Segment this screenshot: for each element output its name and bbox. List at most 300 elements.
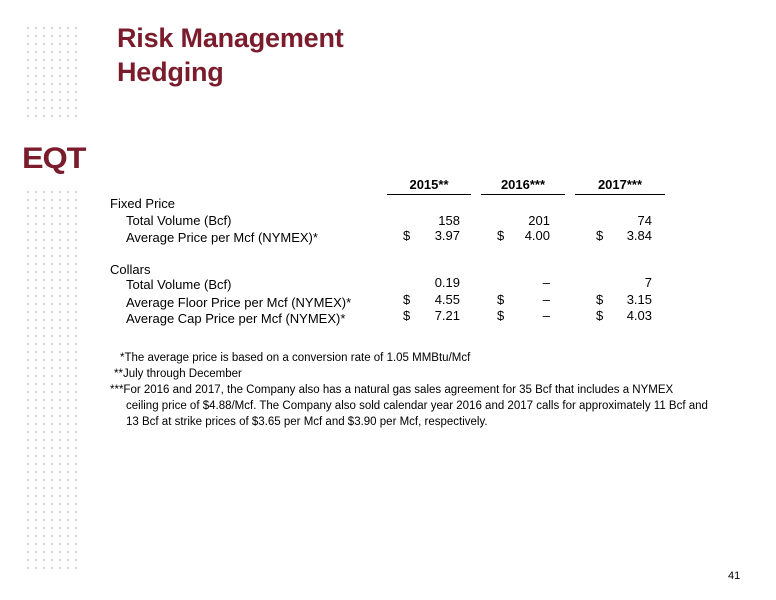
page-number: 41 bbox=[728, 570, 741, 582]
decorative-dot bbox=[43, 471, 45, 473]
decorative-dot bbox=[51, 455, 53, 457]
decorative-dot bbox=[43, 223, 45, 225]
decorative-dot bbox=[27, 51, 29, 53]
decorative-dot bbox=[27, 535, 29, 537]
decorative-dot bbox=[27, 343, 29, 345]
decorative-dot bbox=[27, 67, 29, 69]
decorative-dot bbox=[59, 439, 61, 441]
decorative-dot bbox=[27, 287, 29, 289]
currency-cap-price-2016: $ bbox=[497, 308, 505, 323]
decorative-dot bbox=[59, 207, 61, 209]
decorative-dot bbox=[67, 359, 69, 361]
decorative-dot bbox=[51, 447, 53, 449]
decorative-dot bbox=[51, 35, 53, 37]
decorative-dot bbox=[59, 67, 61, 69]
decorative-dot bbox=[59, 535, 61, 537]
currency-cap-price-2017: $ bbox=[596, 308, 604, 323]
decorative-dot bbox=[35, 527, 37, 529]
decorative-dot bbox=[51, 59, 53, 61]
decorative-dot bbox=[43, 287, 45, 289]
decorative-dot bbox=[51, 503, 53, 505]
cell-collars-volume-2015: 0.19 bbox=[434, 275, 460, 290]
decorative-dot bbox=[27, 479, 29, 481]
decorative-dot bbox=[43, 391, 45, 393]
decorative-dot bbox=[27, 279, 29, 281]
decorative-dot bbox=[75, 319, 77, 321]
decorative-dot bbox=[27, 527, 29, 529]
decorative-dot bbox=[35, 543, 37, 545]
decorative-dot bbox=[27, 215, 29, 217]
decorative-dot bbox=[43, 319, 45, 321]
decorative-dot bbox=[35, 343, 37, 345]
decorative-dot bbox=[27, 543, 29, 545]
decorative-dot bbox=[35, 279, 37, 281]
decorative-dot bbox=[35, 303, 37, 305]
decorative-dot bbox=[27, 423, 29, 425]
cell-fixed-volume-2016: 201 bbox=[528, 213, 550, 228]
decorative-dot bbox=[67, 375, 69, 377]
decorative-dot bbox=[75, 431, 77, 433]
decorative-dot bbox=[43, 295, 45, 297]
decorative-dot bbox=[51, 43, 53, 45]
decorative-dot bbox=[67, 27, 69, 29]
decorative-dot bbox=[27, 519, 29, 521]
decorative-dot bbox=[27, 455, 29, 457]
decorative-dot bbox=[59, 215, 61, 217]
decorative-dot bbox=[51, 551, 53, 553]
decorative-dot bbox=[43, 59, 45, 61]
decorative-dot bbox=[59, 479, 61, 481]
decorative-dot bbox=[67, 255, 69, 257]
decorative-dot bbox=[75, 383, 77, 385]
decorative-dot bbox=[35, 263, 37, 265]
decorative-dot bbox=[59, 279, 61, 281]
decorative-dot bbox=[75, 67, 77, 69]
decorative-dot bbox=[51, 423, 53, 425]
decorative-dot bbox=[75, 335, 77, 337]
decorative-dot bbox=[27, 327, 29, 329]
decorative-dot bbox=[35, 503, 37, 505]
decorative-dot bbox=[27, 359, 29, 361]
decorative-dot bbox=[75, 471, 77, 473]
decorative-dot bbox=[67, 263, 69, 265]
decorative-dot bbox=[43, 199, 45, 201]
decorative-dot bbox=[75, 535, 77, 537]
decorative-dot bbox=[35, 463, 37, 465]
decorative-dot bbox=[35, 255, 37, 257]
row-label-collars-cap-price: Average Cap Price per Mcf (NYMEX)* bbox=[126, 311, 346, 326]
decorative-dot bbox=[35, 399, 37, 401]
decorative-dot bbox=[43, 519, 45, 521]
decorative-dot bbox=[35, 75, 37, 77]
decorative-dot bbox=[75, 391, 77, 393]
decorative-dot bbox=[35, 115, 37, 117]
decorative-dot bbox=[75, 455, 77, 457]
decorative-dot bbox=[43, 247, 45, 249]
decorative-dot bbox=[51, 67, 53, 69]
cell-fixed-volume-2015: 158 bbox=[438, 213, 460, 228]
row-label-collars-total-volume: Total Volume (Bcf) bbox=[126, 277, 232, 292]
column-header-2015: 2015** bbox=[387, 176, 471, 195]
decorative-dot bbox=[51, 223, 53, 225]
decorative-dot bbox=[75, 99, 77, 101]
decorative-dot bbox=[35, 335, 37, 337]
decorative-dot bbox=[67, 439, 69, 441]
decorative-dot bbox=[75, 479, 77, 481]
decorative-dot bbox=[27, 99, 29, 101]
decorative-dot bbox=[43, 263, 45, 265]
decorative-dot bbox=[27, 319, 29, 321]
decorative-dot bbox=[75, 375, 77, 377]
decorative-dot bbox=[75, 295, 77, 297]
decorative-dot bbox=[43, 551, 45, 553]
footnote-sales-agreement-line2: ceiling price of $4.88/Mcf. The Company also sold calendar year 2016 and 2017 calls for approximately 11 Bcf and bbox=[126, 400, 708, 412]
decorative-dot bbox=[51, 391, 53, 393]
decorative-dot bbox=[27, 399, 29, 401]
decorative-dot bbox=[35, 431, 37, 433]
decorative-dot bbox=[67, 495, 69, 497]
decorative-dot bbox=[51, 191, 53, 193]
decorative-dot bbox=[75, 311, 77, 313]
decorative-dot bbox=[67, 535, 69, 537]
decorative-dot bbox=[35, 351, 37, 353]
decorative-dot bbox=[27, 191, 29, 193]
decorative-dot bbox=[43, 431, 45, 433]
cell-cap-price-2017: 4.03 bbox=[626, 308, 652, 323]
cell-floor-price-2015: 4.55 bbox=[434, 292, 460, 307]
decorative-dot bbox=[59, 487, 61, 489]
decorative-dot bbox=[51, 487, 53, 489]
decorative-dot bbox=[27, 231, 29, 233]
decorative-dot bbox=[67, 327, 69, 329]
decorative-dot bbox=[59, 255, 61, 257]
currency-floor-price-2017: $ bbox=[596, 292, 604, 307]
decorative-dot bbox=[59, 511, 61, 513]
eqt-logo: EQT bbox=[22, 142, 86, 175]
decorative-dot bbox=[75, 303, 77, 305]
decorative-dot bbox=[35, 559, 37, 561]
decorative-dot bbox=[67, 83, 69, 85]
decorative-dot bbox=[51, 535, 53, 537]
decorative-dot bbox=[59, 527, 61, 529]
decorative-dot bbox=[27, 295, 29, 297]
decorative-dot bbox=[59, 91, 61, 93]
decorative-dot bbox=[67, 107, 69, 109]
decorative-dot bbox=[51, 199, 53, 201]
decorative-dot bbox=[27, 83, 29, 85]
decorative-dot bbox=[67, 351, 69, 353]
decorative-dot bbox=[35, 107, 37, 109]
decorative-dot bbox=[35, 199, 37, 201]
decorative-dot bbox=[59, 43, 61, 45]
decorative-dot bbox=[27, 303, 29, 305]
decorative-dot-grid-bottom bbox=[0, 188, 90, 588]
decorative-dot bbox=[51, 287, 53, 289]
decorative-dot bbox=[67, 239, 69, 241]
decorative-dot bbox=[75, 107, 77, 109]
footnote-sales-agreement-line3: 13 Bcf at strike prices of $3.65 per Mcf and $3.90 per Mcf, respectively. bbox=[126, 416, 488, 428]
currency-fixed-price-2015: $ bbox=[403, 228, 411, 243]
decorative-dot bbox=[51, 567, 53, 569]
decorative-dot bbox=[35, 27, 37, 29]
column-header-2017: 2017*** bbox=[575, 176, 665, 195]
decorative-dot bbox=[51, 399, 53, 401]
decorative-dot bbox=[67, 223, 69, 225]
page-title-line1: Risk Management bbox=[117, 23, 344, 53]
cell-fixed-price-2016: 4.00 bbox=[524, 228, 550, 243]
decorative-dot bbox=[35, 83, 37, 85]
decorative-dot bbox=[59, 271, 61, 273]
decorative-dot bbox=[43, 455, 45, 457]
decorative-dot bbox=[67, 319, 69, 321]
decorative-dot bbox=[75, 519, 77, 521]
decorative-dot bbox=[75, 247, 77, 249]
decorative-dot bbox=[35, 455, 37, 457]
decorative-dot bbox=[27, 447, 29, 449]
decorative-dot bbox=[75, 359, 77, 361]
decorative-dot bbox=[27, 91, 29, 93]
decorative-dot bbox=[35, 479, 37, 481]
decorative-dot bbox=[59, 99, 61, 101]
decorative-dot bbox=[27, 207, 29, 209]
decorative-dot bbox=[35, 519, 37, 521]
decorative-dot bbox=[27, 415, 29, 417]
decorative-dot bbox=[67, 75, 69, 77]
decorative-dot bbox=[43, 383, 45, 385]
cell-fixed-price-2017: 3.84 bbox=[626, 228, 652, 243]
decorative-dot bbox=[59, 455, 61, 457]
decorative-dot bbox=[43, 559, 45, 561]
decorative-dot bbox=[51, 319, 53, 321]
decorative-dot bbox=[27, 247, 29, 249]
decorative-dot bbox=[43, 399, 45, 401]
cell-floor-price-2017: 3.15 bbox=[626, 292, 652, 307]
decorative-dot bbox=[51, 439, 53, 441]
decorative-dot bbox=[43, 115, 45, 117]
decorative-dot bbox=[67, 559, 69, 561]
decorative-dot bbox=[67, 543, 69, 545]
decorative-dot bbox=[67, 279, 69, 281]
decorative-dot bbox=[59, 199, 61, 201]
decorative-dot bbox=[75, 83, 77, 85]
decorative-dot bbox=[51, 479, 53, 481]
decorative-dot bbox=[67, 367, 69, 369]
decorative-dot bbox=[43, 447, 45, 449]
decorative-dot bbox=[59, 423, 61, 425]
decorative-dot bbox=[75, 199, 77, 201]
decorative-dot bbox=[43, 479, 45, 481]
decorative-dot bbox=[27, 471, 29, 473]
decorative-dot bbox=[75, 327, 77, 329]
decorative-dot bbox=[75, 495, 77, 497]
decorative-dot bbox=[43, 423, 45, 425]
decorative-dot bbox=[35, 43, 37, 45]
decorative-dot bbox=[75, 511, 77, 513]
decorative-dot bbox=[35, 327, 37, 329]
decorative-dot bbox=[59, 311, 61, 313]
decorative-dot bbox=[43, 191, 45, 193]
decorative-dot bbox=[75, 367, 77, 369]
decorative-dot bbox=[43, 359, 45, 361]
decorative-dot bbox=[27, 107, 29, 109]
decorative-dot bbox=[27, 239, 29, 241]
decorative-dot bbox=[27, 351, 29, 353]
decorative-dot bbox=[43, 279, 45, 281]
decorative-dot bbox=[43, 107, 45, 109]
decorative-dot bbox=[35, 447, 37, 449]
decorative-dot bbox=[35, 295, 37, 297]
decorative-dot bbox=[43, 335, 45, 337]
decorative-dot bbox=[51, 271, 53, 273]
decorative-dot bbox=[59, 351, 61, 353]
cell-floor-price-2016: – bbox=[542, 292, 550, 307]
decorative-dot bbox=[59, 503, 61, 505]
decorative-dot bbox=[35, 239, 37, 241]
decorative-dot bbox=[75, 43, 77, 45]
decorative-dot bbox=[59, 239, 61, 241]
row-label-fixed-average-price: Average Price per Mcf (NYMEX)* bbox=[126, 230, 318, 245]
decorative-dot bbox=[27, 439, 29, 441]
decorative-dot bbox=[67, 431, 69, 433]
decorative-dot bbox=[59, 567, 61, 569]
decorative-dot bbox=[67, 527, 69, 529]
decorative-dot bbox=[35, 311, 37, 313]
decorative-dot bbox=[59, 35, 61, 37]
decorative-dot bbox=[43, 271, 45, 273]
decorative-dot bbox=[35, 319, 37, 321]
decorative-dot bbox=[59, 495, 61, 497]
decorative-dot bbox=[67, 231, 69, 233]
currency-floor-price-2016: $ bbox=[497, 292, 505, 307]
decorative-dot bbox=[67, 551, 69, 553]
decorative-dot bbox=[59, 191, 61, 193]
decorative-dot bbox=[75, 59, 77, 61]
decorative-dot bbox=[43, 303, 45, 305]
decorative-dot bbox=[59, 543, 61, 545]
decorative-dot bbox=[59, 51, 61, 53]
decorative-dot bbox=[43, 567, 45, 569]
decorative-dot bbox=[43, 407, 45, 409]
decorative-dot bbox=[59, 431, 61, 433]
decorative-dot bbox=[27, 551, 29, 553]
decorative-dot bbox=[51, 83, 53, 85]
decorative-dot bbox=[59, 343, 61, 345]
decorative-dot bbox=[67, 35, 69, 37]
decorative-dot bbox=[35, 407, 37, 409]
decorative-dot bbox=[43, 503, 45, 505]
decorative-dot bbox=[67, 487, 69, 489]
decorative-dot bbox=[43, 239, 45, 241]
decorative-dot bbox=[75, 75, 77, 77]
decorative-dot bbox=[43, 83, 45, 85]
currency-floor-price-2015: $ bbox=[403, 292, 411, 307]
decorative-dot bbox=[51, 231, 53, 233]
decorative-dot bbox=[27, 335, 29, 337]
decorative-dot bbox=[59, 223, 61, 225]
decorative-dot bbox=[67, 391, 69, 393]
currency-fixed-price-2017: $ bbox=[596, 228, 604, 243]
decorative-dot bbox=[67, 415, 69, 417]
decorative-dot bbox=[27, 487, 29, 489]
decorative-dot bbox=[51, 115, 53, 117]
decorative-dot bbox=[67, 423, 69, 425]
section-label-fixed-price: Fixed Price bbox=[110, 196, 176, 211]
decorative-dot bbox=[27, 463, 29, 465]
decorative-dot bbox=[43, 255, 45, 257]
decorative-dot bbox=[27, 567, 29, 569]
decorative-dot bbox=[59, 383, 61, 385]
currency-fixed-price-2016: $ bbox=[497, 228, 505, 243]
decorative-dot bbox=[75, 487, 77, 489]
decorative-dot bbox=[51, 247, 53, 249]
decorative-dot bbox=[35, 551, 37, 553]
decorative-dot bbox=[51, 255, 53, 257]
decorative-dot bbox=[59, 59, 61, 61]
decorative-dot bbox=[67, 311, 69, 313]
decorative-dot bbox=[75, 463, 77, 465]
decorative-dot bbox=[27, 59, 29, 61]
decorative-dot bbox=[75, 239, 77, 241]
decorative-dot bbox=[51, 239, 53, 241]
decorative-dot bbox=[51, 75, 53, 77]
decorative-dot bbox=[35, 439, 37, 441]
decorative-dot bbox=[51, 527, 53, 529]
decorative-dot bbox=[67, 67, 69, 69]
decorative-dot bbox=[51, 415, 53, 417]
decorative-dot bbox=[67, 303, 69, 305]
decorative-dot bbox=[43, 27, 45, 29]
decorative-dot bbox=[75, 191, 77, 193]
decorative-dot bbox=[27, 115, 29, 117]
decorative-dot bbox=[35, 67, 37, 69]
decorative-dot bbox=[59, 463, 61, 465]
decorative-dot bbox=[51, 311, 53, 313]
decorative-dot bbox=[35, 223, 37, 225]
decorative-dot bbox=[59, 303, 61, 305]
decorative-dot bbox=[67, 383, 69, 385]
column-header-2016: 2016*** bbox=[481, 176, 565, 195]
decorative-dot bbox=[59, 359, 61, 361]
decorative-dot bbox=[43, 343, 45, 345]
decorative-dot bbox=[67, 215, 69, 217]
footnote-sales-agreement-line1: ***For 2016 and 2017, the Company also has a natural gas sales agreement for 35 Bcf that includes a NYMEX bbox=[110, 384, 674, 396]
decorative-dot bbox=[67, 191, 69, 193]
decorative-dot bbox=[59, 367, 61, 369]
decorative-dot bbox=[51, 279, 53, 281]
cell-collars-volume-2017: 7 bbox=[644, 275, 652, 290]
decorative-dot bbox=[75, 51, 77, 53]
decorative-dot bbox=[51, 295, 53, 297]
decorative-dot bbox=[75, 115, 77, 117]
decorative-dot bbox=[43, 327, 45, 329]
decorative-dot bbox=[43, 311, 45, 313]
decorative-dot bbox=[51, 495, 53, 497]
decorative-dot bbox=[27, 263, 29, 265]
decorative-dot bbox=[59, 391, 61, 393]
decorative-dot bbox=[59, 447, 61, 449]
decorative-dot bbox=[51, 383, 53, 385]
decorative-dot bbox=[51, 351, 53, 353]
decorative-dot bbox=[51, 107, 53, 109]
decorative-dot bbox=[43, 75, 45, 77]
decorative-dot bbox=[35, 375, 37, 377]
cell-collars-volume-2016: – bbox=[542, 275, 550, 290]
decorative-dot bbox=[27, 383, 29, 385]
decorative-dot bbox=[51, 543, 53, 545]
decorative-dot bbox=[67, 335, 69, 337]
decorative-dot bbox=[43, 231, 45, 233]
decorative-dot bbox=[27, 431, 29, 433]
